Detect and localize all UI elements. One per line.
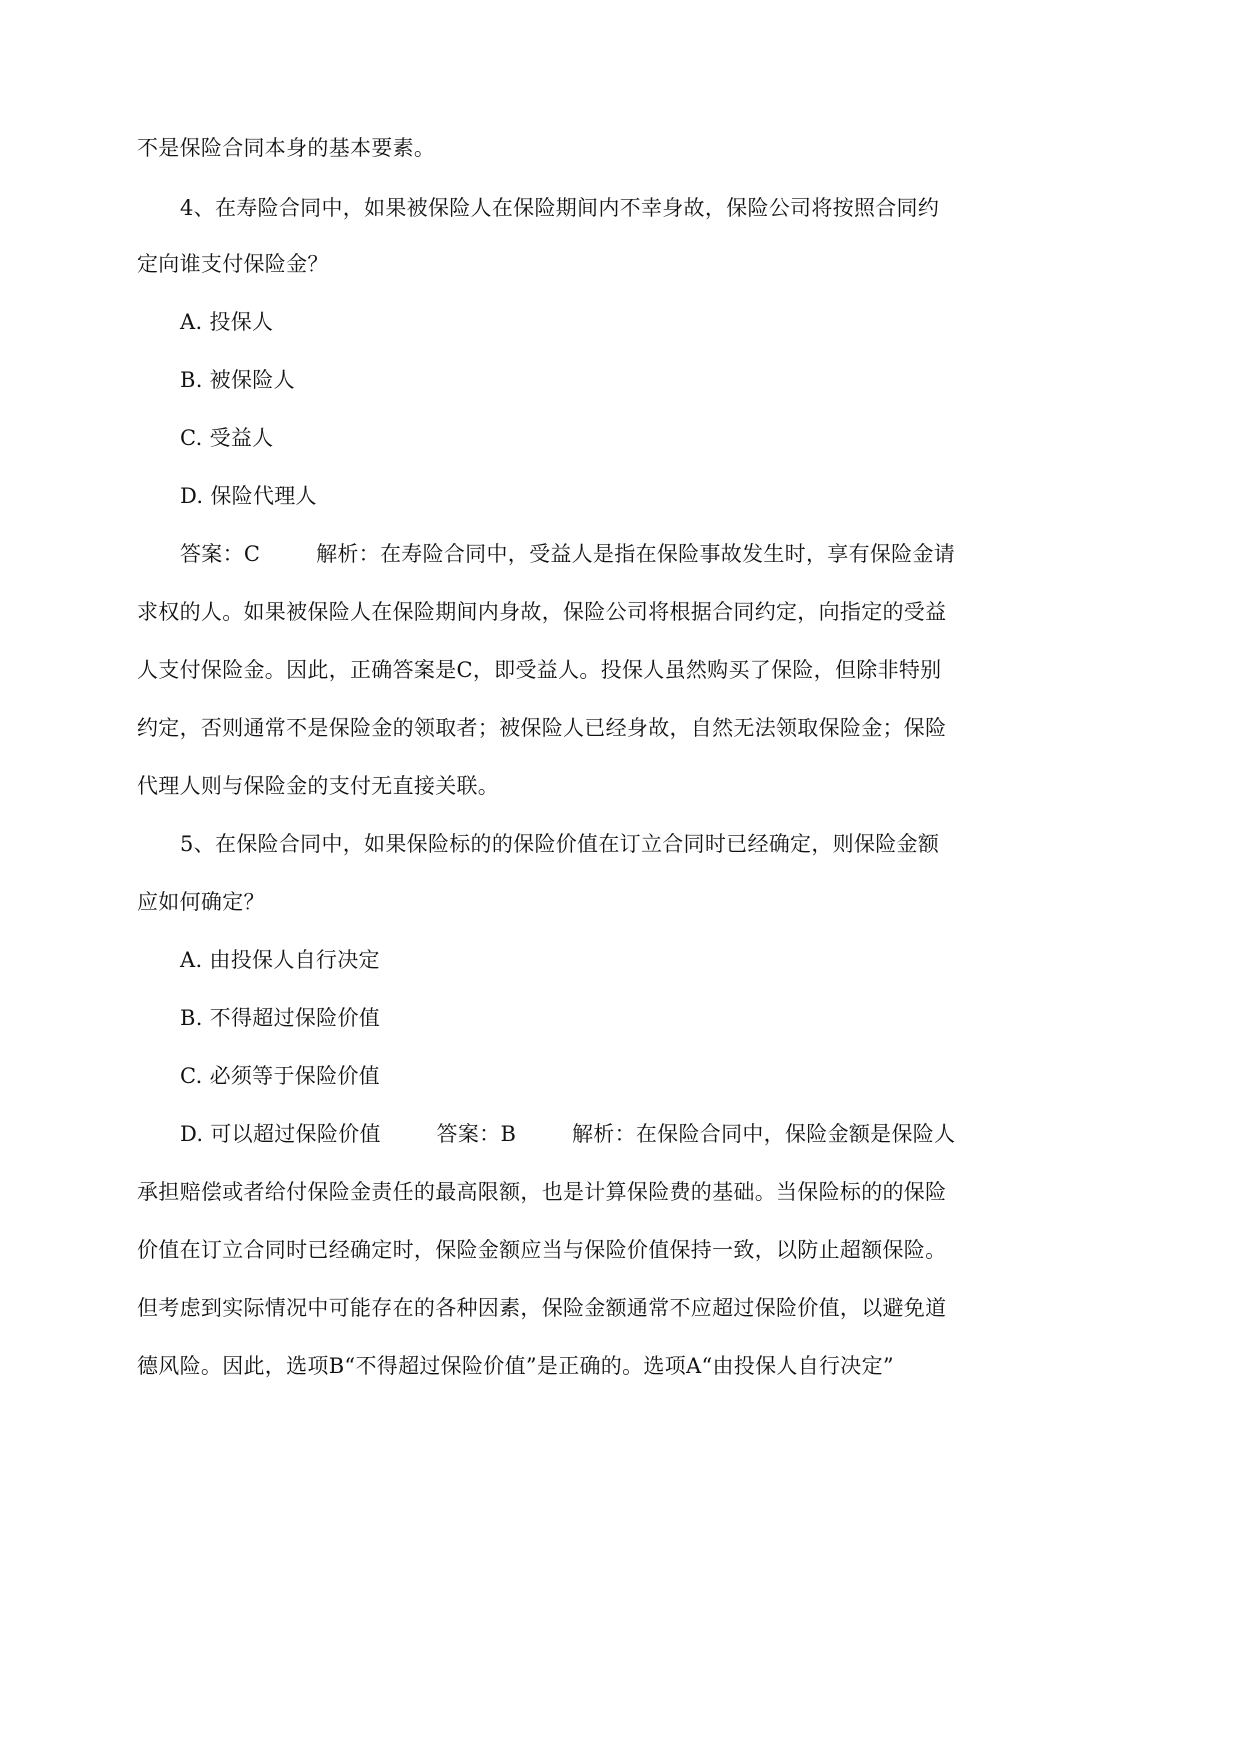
question-4-option-c: C. 受益人 xyxy=(180,426,274,450)
question-5-option-b: B. 不得超过保险价值 xyxy=(180,1006,381,1030)
question-5-option-d-answer-line: D. 可以超过保险价值 答案：B 解析：在保险合同中，保险金额是保险人 xyxy=(180,1122,956,1146)
question-5-option-a: A. 由投保人自行决定 xyxy=(180,948,380,972)
intro-line: 不是保险合同本身的基本要素。 xyxy=(137,136,436,160)
question-4-answer-line-2: 求权的人。如果被保险人在保险期间内身故，保险公司将根据合同约定，向指定的受益 xyxy=(137,600,947,624)
question-5-explanation-line-4: 但考虑到实际情况中可能存在的各种因素，保险金额通常不应超过保险价值，以避免道 xyxy=(137,1296,947,1320)
question-5-explanation-line-2: 承担赔偿或者给付保险金责任的最高限额，也是计算保险费的基础。当保险标的的保险 xyxy=(137,1180,947,1204)
question-5-explanation-line-3: 价值在订立合同时已经确定时，保险金额应当与保险价值保持一致，以防止超额保险。 xyxy=(137,1238,947,1262)
question-5-stem-line-1: 5、在保险合同中，如果保险标的的保险价值在订立合同时已经确定，则保险金额 xyxy=(180,832,940,856)
question-4-stem-line-2: 定向谁支付保险金？ xyxy=(137,252,329,276)
question-4-answer-line-3: 人支付保险金。因此，正确答案是C，即受益人。投保人虽然购买了保险，但除非特别 xyxy=(137,658,942,682)
question-4-option-a: A. 投保人 xyxy=(180,310,274,334)
question-5-stem-line-2: 应如何确定？ xyxy=(137,890,265,914)
question-4-option-d: D. 保险代理人 xyxy=(180,484,317,508)
question-4-answer-line-1: 答案：C 解析：在寿险合同中，受益人是指在保险事故发生时，享有保险金请 xyxy=(180,542,956,566)
question-4-answer-line-5: 代理人则与保险金的支付无直接关联。 xyxy=(137,774,500,798)
question-4-answer-line-4: 约定，否则通常不是保险金的领取者；被保险人已经身故，自然无法领取保险金；保险 xyxy=(137,716,947,740)
question-5-explanation-line-5: 德风险。因此，选项B“不得超过保险价值”是正确的。选项A“由投保人自行决定” xyxy=(137,1354,894,1378)
question-5-option-c: C. 必须等于保险价值 xyxy=(180,1064,380,1088)
question-4-option-b: B. 被保险人 xyxy=(180,368,295,392)
question-4-stem-line-1: 4、在寿险合同中，如果被保险人在保险期间内不幸身故，保险公司将按照合同约 xyxy=(180,196,940,220)
